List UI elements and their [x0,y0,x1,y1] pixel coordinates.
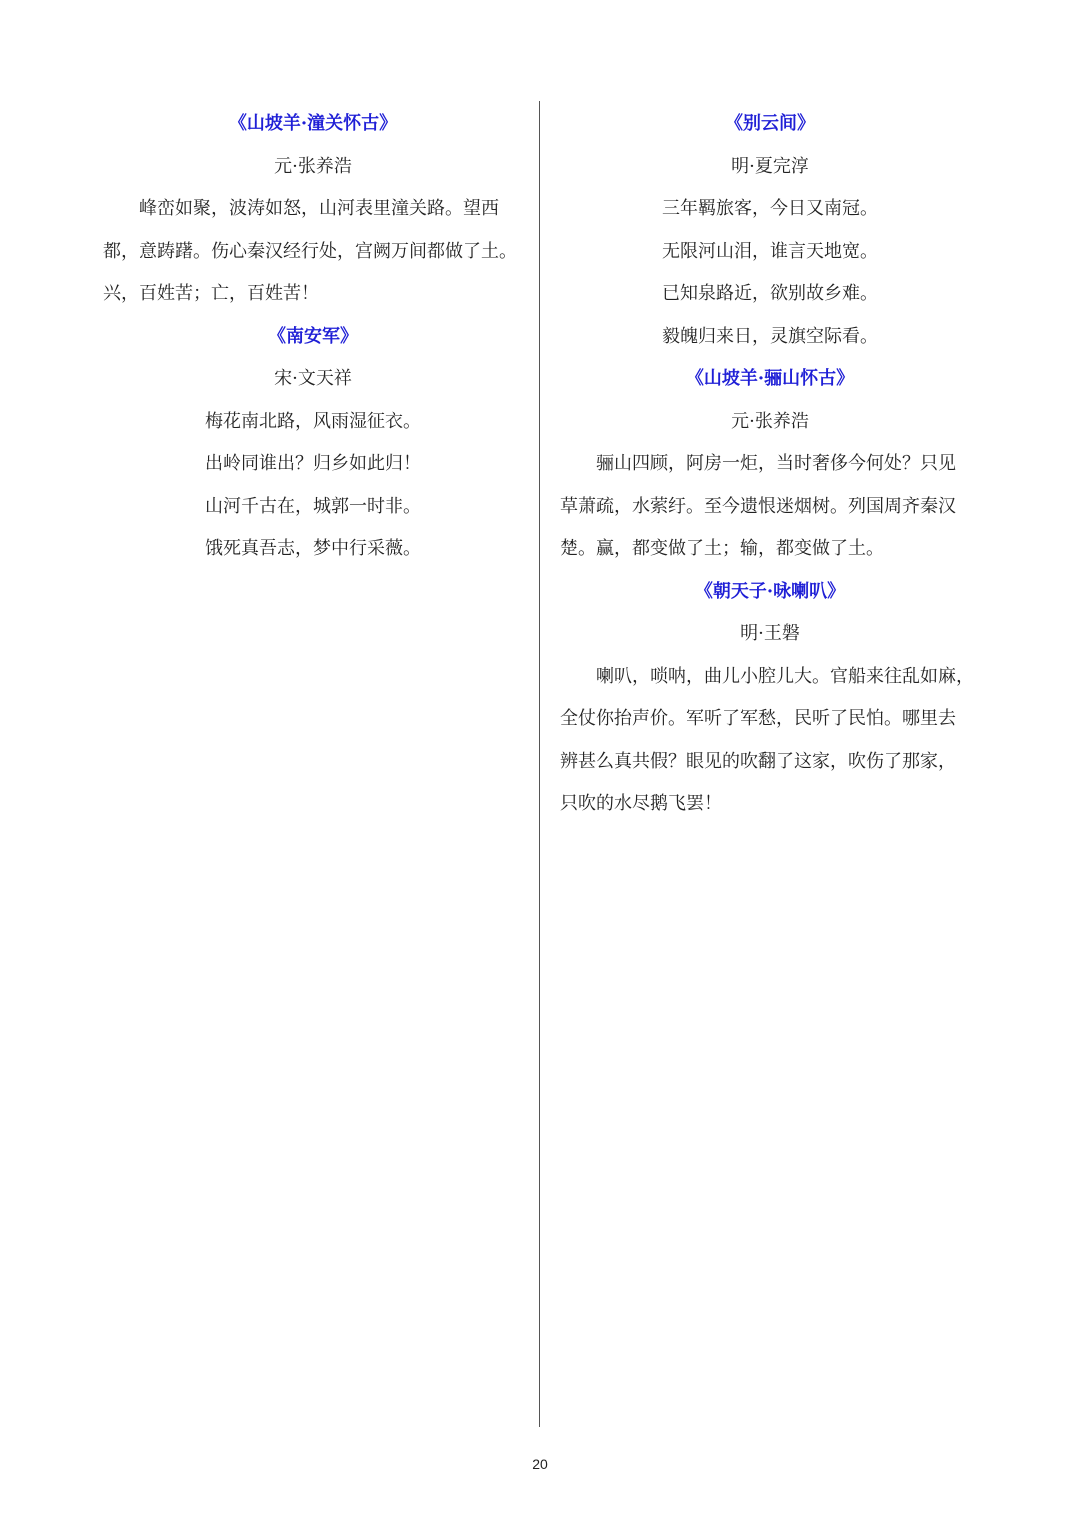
poem-title: 《朝天子·咏喇叭》 [694,580,846,602]
poem-line: 草萧疏，水萦纡。至今遗恨迷烟树。列国周齐秦汉 [560,495,956,517]
poem-line: 只吹的水尽鹅飞罢！ [560,793,722,814]
poem-title: 《别云间》 [725,113,815,134]
poem-line: 山河千古在，城郭一时非。 [205,495,421,517]
column-divider [539,101,540,1427]
poem-title: 《南安军》 [268,325,358,347]
poem-line: 骊山四顾，阿房一炬，当时奢侈今何处？只见 [596,453,956,474]
left-column [103,103,523,571]
poem-line: 梅花南北路，风雨湿征衣。 [205,410,421,432]
poem-title: 《山坡羊·骊山怀古》 [685,368,855,389]
poem-line: 兴，百姓苦；亡，百姓苦！ [103,283,319,304]
poem-line: 辨甚么真共假？眼见的吹翻了这家，吹伤了那家， [560,750,956,772]
poem-author: 明·王磐 [740,623,800,644]
poem-line: 峰峦如聚，波涛如怒，山河表里潼关路。望西 [139,198,499,219]
poem-line: 都，意踌躇。伤心秦汉经行处，宫阙万间都做了土。 [103,240,517,262]
right-column [560,103,980,826]
poem-author: 宋·文天祥 [274,368,352,389]
poem-line: 无限河山泪，谁言天地宽。 [662,240,878,262]
poem-author: 元·张养浩 [274,155,352,177]
poem-line: 出岭同谁出？归乡如此归！ [205,453,421,474]
poem-line: 毅魄归来日，灵旗空际看。 [662,325,878,347]
poem-line: 已知泉路近，欲别故乡难。 [662,283,878,304]
poem-line: 喇叭，唢呐，曲儿小腔儿大。官船来往乱如麻， [596,665,974,687]
poem-author: 元·张养浩 [731,410,809,432]
poem-line: 三年羁旅客，今日又南冠。 [662,198,878,219]
poem-line: 全仗你抬声价。军听了军愁，民听了民怕。哪里去 [560,708,956,729]
poem-title: 《山坡羊·潼关怀古》 [228,113,398,134]
poem-line: 饿死真吾志，梦中行采薇。 [205,538,421,559]
poem-author: 明·夏完淳 [731,155,809,177]
poem-line: 楚。赢，都变做了土；输，都变做了土。 [560,538,884,559]
page-number: 20 [532,1456,548,1472]
